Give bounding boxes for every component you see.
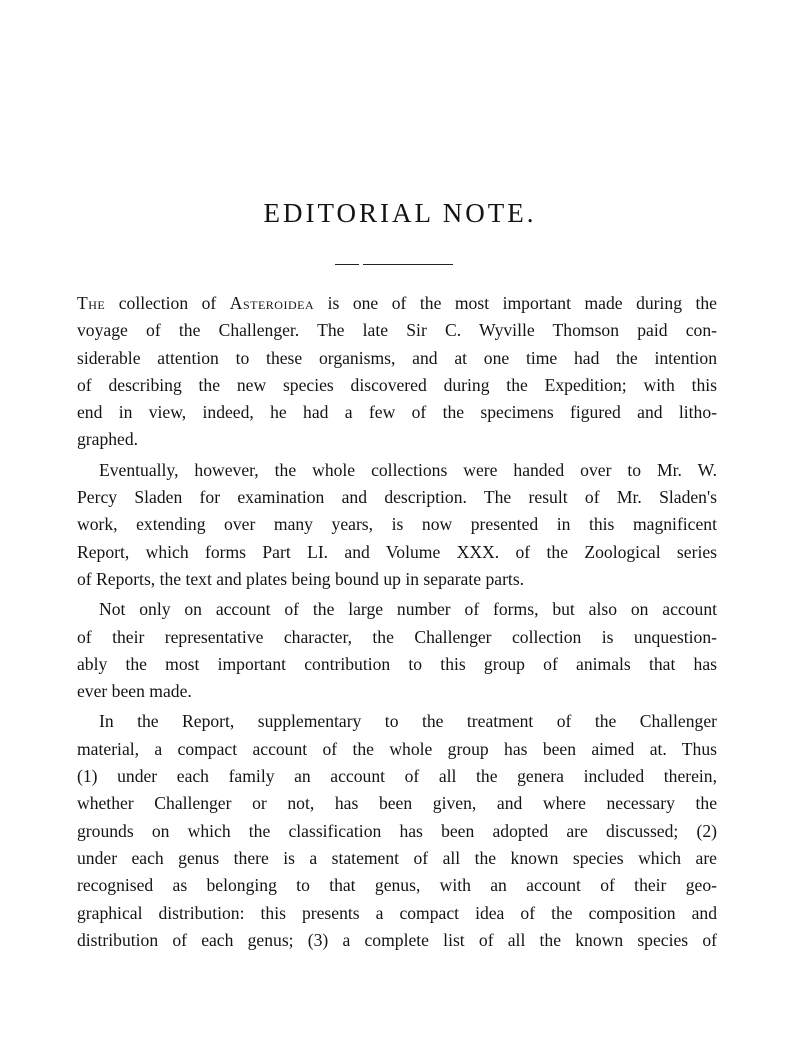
text-line: distribution of each genus; (3) a complete list of all the known species of [77,929,717,950]
text-line: material, a compact account of the whole group has been aimed at. Thus [77,738,717,759]
text-line: of Reports, the text and plates being bound up in separate parts. [77,568,525,589]
text-line: recognised as belonging to that genus, with an account of their geo- [77,875,717,896]
text-line: Eventually, however, the whole collections were handed over to Mr. W. [99,459,717,480]
title-rule-long [363,264,453,265]
title-rule-short [335,264,359,265]
text-line: of describing the new species discovered during the Expedition; with this [77,374,717,395]
text-line: voyage of the Challenger. The late Sir C. Wyville Thomson paid con- [77,320,717,341]
body-text [77,290,717,957]
text-line: Percy Sladen for examination and description. The result of Mr. Sladen's [77,487,717,508]
text-line: Report, which forms Part LI. and Volume XXX. of the Zoological series [77,541,717,562]
text-line: whether Challenger or not, has been given, and where necessary the [77,793,717,814]
text-line: Not only on account of the large number of forms, but also on account [99,599,717,620]
text-line: graphical distribution: this presents a compact idea of the composition and [77,902,717,923]
text-line: grounds on which the classification has been adopted are discussed; (2) [77,820,717,841]
paragraph-2 [77,457,717,593]
text-line: siderable attention to these organisms, and at one time had the intention [77,347,717,368]
text-line: ever been made. [77,681,192,702]
page-title: EDITORIAL NOTE. [263,198,537,228]
text-line: work, extending over many years, is now presented in this magnificent [77,514,717,535]
text-line: In the Report, supplementary to the treatment of the Challenger [99,711,717,732]
text-line: ably the most important contribution to this group of animals that has [77,653,717,674]
paragraph-4 [77,708,717,954]
paragraph-3 [77,596,717,705]
text-line: of their representative character, the Challenger collection is unquestion- [77,626,717,647]
text-line: (1) under each family an account of all the genera included therein, [77,766,717,787]
paragraph-1 [77,290,717,454]
text-line: under each genus there is a statement of all the known species which are [77,847,717,868]
text-line: graphed. [77,429,139,450]
text-line: The collection of Asteroidea is one of the most important made during the [77,293,717,313]
text-line: end in view, indeed, he had a few of the specimens figured and litho- [77,402,717,423]
